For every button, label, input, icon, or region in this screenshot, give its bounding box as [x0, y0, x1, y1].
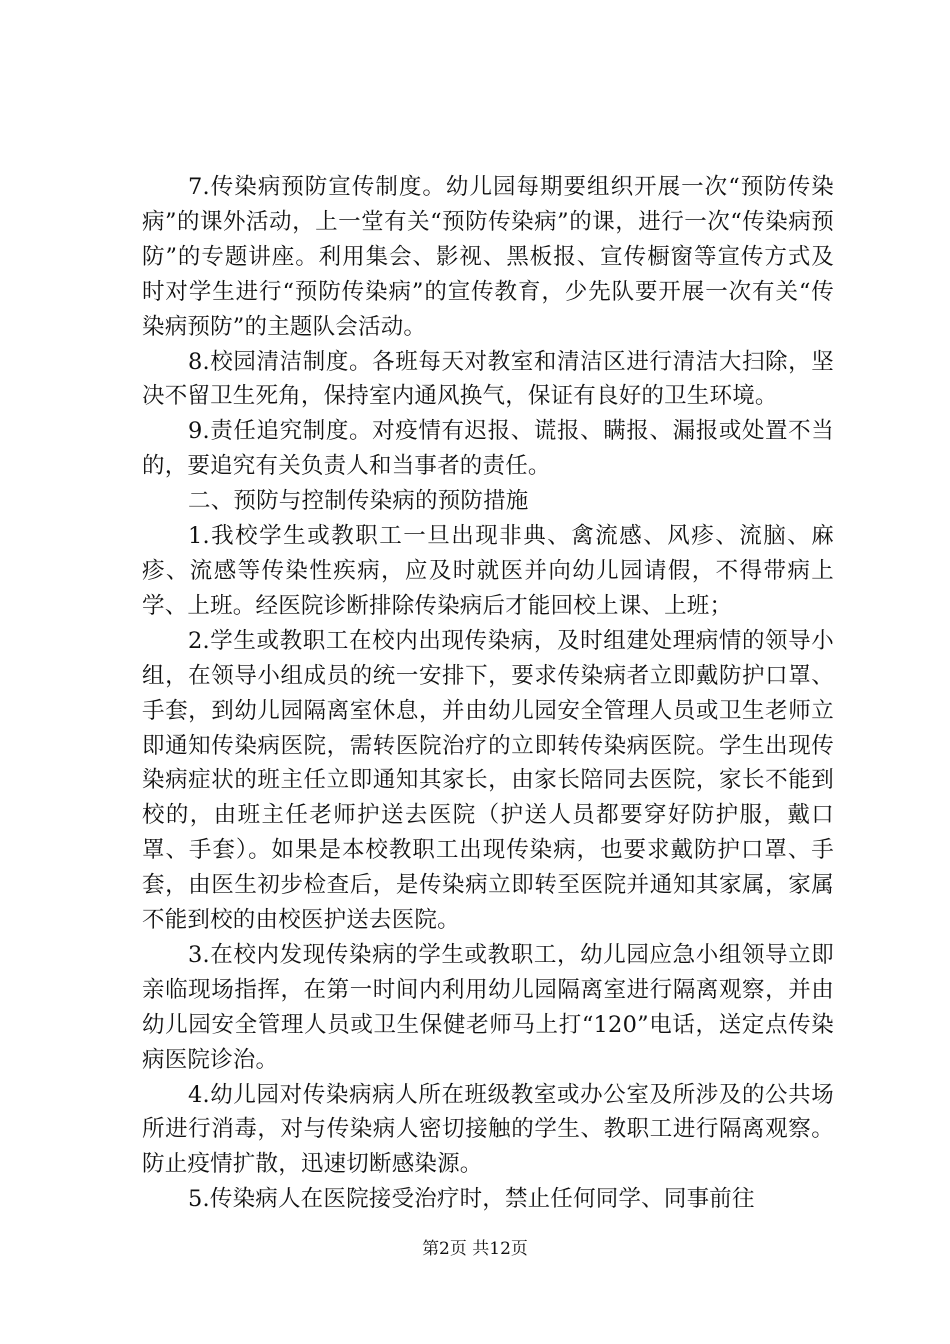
paragraph-item-9: 9.责任追究制度。对疫情有迟报、谎报、瞒报、漏报或处置不当的，要追究有关负责人和当事者的责任。	[142, 418, 834, 480]
measure-item-3: 3.在校内发现传染病的学生或教职工，幼儿园应急小组领导立即亲临现场指挥，在第一时间内利用幼儿园隔离室进行隔离观察，并由幼儿园安全管理人员或卫生保健老师马上打“120”电话，送定点传染病医院诊治。	[142, 941, 834, 1073]
paragraph-item-8: 8.校园清洁制度。各班每天对教室和清洁区进行清洁大扫除，坚决不留卫生死角，保持室内通风换气，保证有良好的卫生环境。	[142, 348, 834, 410]
measure-item-4: 4.幼儿园对传染病病人所在班级教室或办公室及所涉及的公共场所进行消毒，对与传染病人密切接触的学生、教职工进行隔离观察。防止疫情扩散，迅速切断感染源。	[142, 1081, 834, 1178]
page-footer: 第2页 共12页	[422, 1239, 528, 1259]
paragraph-item-7: 7.传染病预防宣传制度。幼儿园每期要组织开展一次“预防传染病”的课外活动，上一堂有关“预防传染病”的课，进行一次“传染病预防”的专题讲座。利用集会、影视、黑板报、宣传橱窗等宣传方式及时对学生进行“预防传染病”的宣传教育，少先队要开展一次有关“传染病预防”的主题队会活动。	[142, 174, 834, 340]
measure-item-5: 5.传染病人在医院接受治疗时，禁止任何同学、同事前往	[188, 1186, 755, 1213]
section-heading-2: 二、预防与控制传染病的预防措施	[188, 488, 529, 515]
document-body	[142, 170, 834, 1217]
measure-item-2: 2.学生或教职工在校内出现传染病，及时组建处理病情的领导小组，在领导小组成员的统一安排下，要求传染病者立即戴防护口罩、手套，到幼儿园隔离室休息，并由幼儿园安全管理人员或卫生老师立即通知传染病医院，需转医院治疗的立即转传染病医院。学生出现传染病症状的班主任立即通知其家长，由家长陪同去医院，家长不能到校的，由班主任老师护送去医院（护送人员都要穿好防护服，戴口罩、手套）。如果是本校教职工出现传染病，也要求戴防护口罩、手套，由医生初步检查后，是传染病立即转至医院并通知其家属，家属不能到校的由校医护送去医院。	[142, 627, 834, 934]
measure-item-1: 1.我校学生或教职工一旦出现非典、禽流感、风疹、流脑、麻疹、流感等传染性疾病，应及时就医并向幼儿园请假，不得带病上学、上班。经医院诊断排除传染病后才能回校上课、上班；	[142, 523, 834, 619]
